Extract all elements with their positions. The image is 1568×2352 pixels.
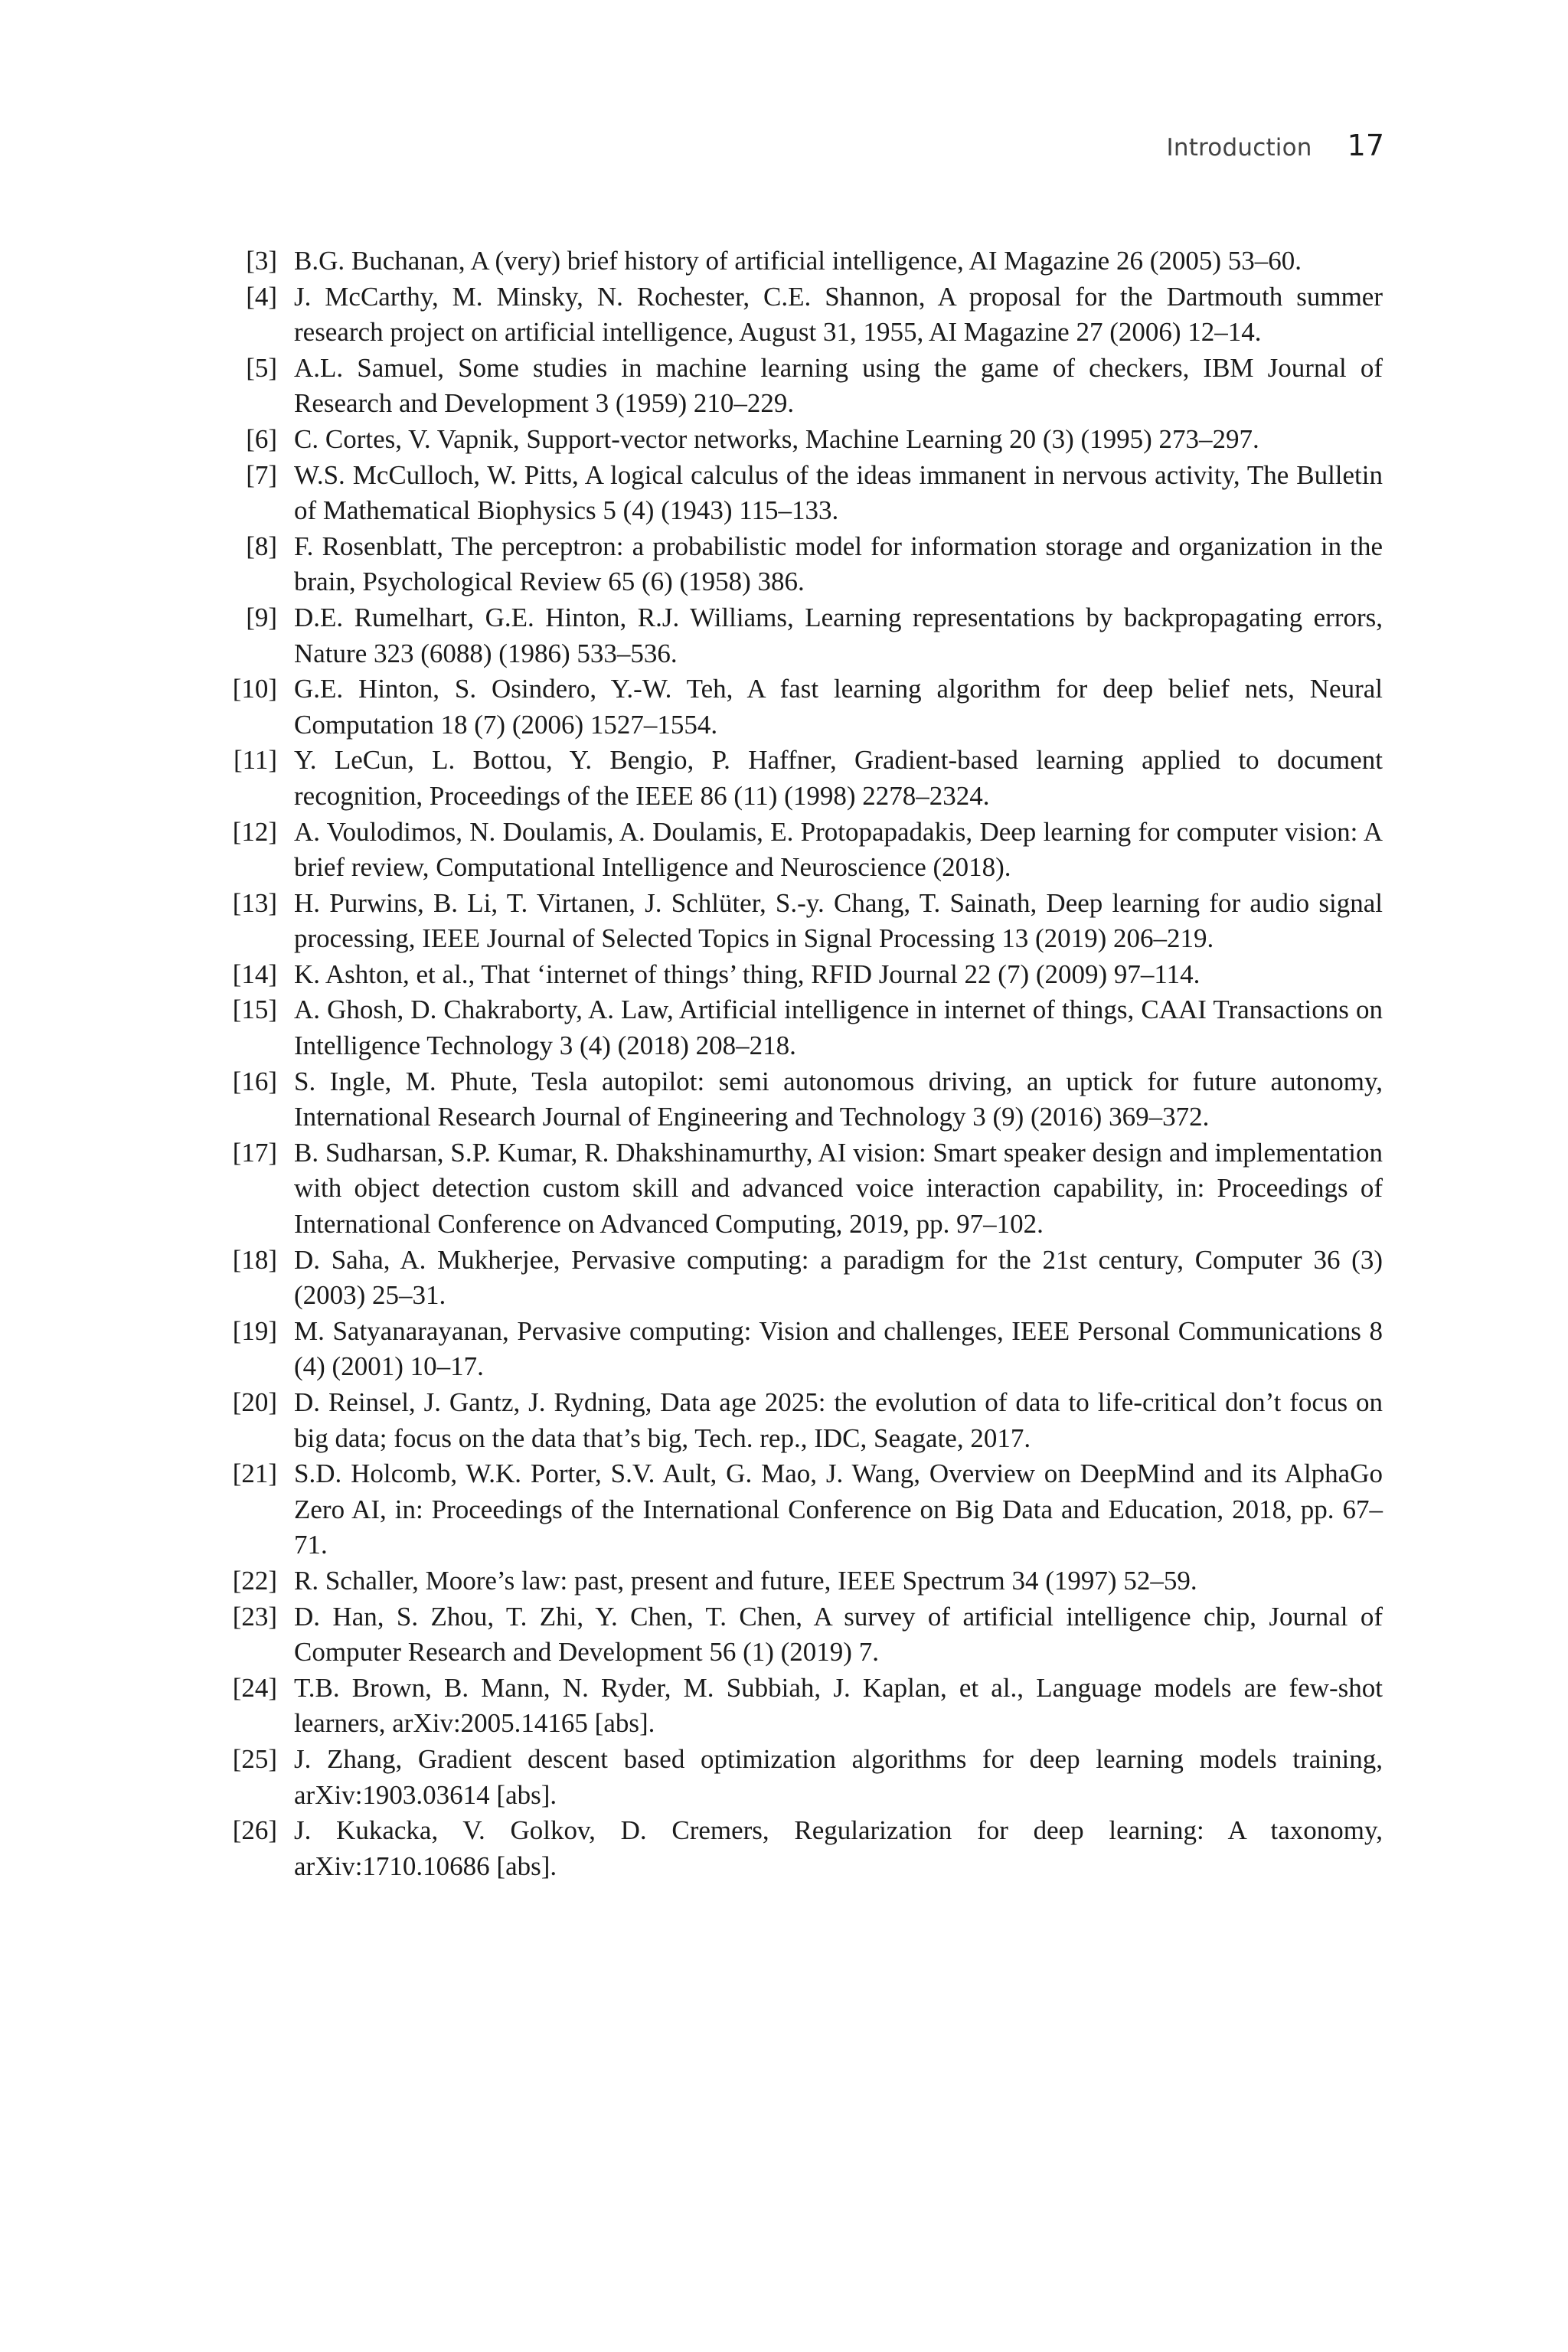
reference-number: [15] xyxy=(232,995,277,1025)
reference-number: [12] xyxy=(232,816,277,847)
reference-text: D. Han, S. Zhou, T. Zhi, Y. Chen, T. Chen, A survey of artificial intelligence chip, Journal of Computer Research and Development 56 (1) (2019) 7. xyxy=(294,1601,1383,1668)
reference-number: [25] xyxy=(232,1743,277,1774)
reference-text: T.B. Brown, B. Mann, N. Ryder, M. Subbiah, J. Kaplan, et al., Language models are few-shot learners, arXiv:2005.14165 [abs]. xyxy=(294,1672,1383,1739)
reference-item xyxy=(214,957,1383,993)
reference-number: [17] xyxy=(232,1137,277,1168)
reference-item xyxy=(214,992,1383,1063)
reference-text: J. McCarthy, M. Minsky, N. Rochester, C.E. Shannon, A proposal for the Dartmouth summer research project on artificial intelligence, August 31, 1955, AI Magazine 27 (2006) 12–14. xyxy=(294,281,1383,348)
reference-text: C. Cortes, V. Vapnik, Support-vector networks, Machine Learning 20 (3) (1995) 273–297. xyxy=(294,423,1259,454)
reference-item xyxy=(214,279,1383,351)
reference-number: [4] xyxy=(246,281,277,312)
reference-text: D. Reinsel, J. Gantz, J. Rydning, Data age 2025: the evolution of data to life-critical don’t focus on big data; focus on the data that’s big, Tech. rep., IDC, Seagate, 2017. xyxy=(294,1387,1383,1453)
reference-item xyxy=(214,243,1383,279)
reference-item xyxy=(214,1314,1383,1385)
reference-number: [18] xyxy=(232,1244,277,1275)
reference-text: S. Ingle, M. Phute, Tesla autopilot: semi autonomous driving, an uptick for future autonomy, International Research Journal of Engineering and Technology 3 (9) (2016) 369–372. xyxy=(294,1066,1383,1132)
reference-text: S.D. Holcomb, W.K. Porter, S.V. Ault, G. Mao, J. Wang, Overview on DeepMind and its AlphaGo Zero AI, in: Proceedings of the International Conference on Big Data and Education, 2018, pp. 67–71. xyxy=(294,1459,1383,1560)
reference-item xyxy=(214,1135,1383,1243)
reference-text: K. Ashton, et al., That ‘internet of things’ thing, RFID Journal 22 (7) (2009) 97–114. xyxy=(294,959,1200,989)
reference-text: A. Ghosh, D. Chakraborty, A. Law, Artificial intelligence in internet of things, CAAI Transactions on Intelligence Technology 3 (4) (2018) 208–218. xyxy=(294,995,1383,1061)
reference-text: F. Rosenblatt, The perceptron: a probabilistic model for information storage and organization in the brain, Psychological Review 65 (6) (1958) 386. xyxy=(294,531,1383,597)
reference-item xyxy=(214,351,1383,422)
reference-text: J. Kukacka, V. Golkov, D. Cremers, Regularization for deep learning: A taxonomy, arXiv:1710.10686 [abs]. xyxy=(294,1815,1383,1881)
reference-number: [23] xyxy=(232,1601,277,1632)
page-number: 17 xyxy=(1347,129,1384,162)
reference-item xyxy=(214,422,1383,458)
reference-number: [16] xyxy=(232,1066,277,1096)
reference-item xyxy=(214,1599,1383,1671)
reference-number: [24] xyxy=(232,1672,277,1703)
reference-item xyxy=(214,1813,1383,1884)
reference-text: W.S. McCulloch, W. Pitts, A logical calculus of the ideas immanent in nervous activity, The Bulletin of Mathematical Biophysics 5 (4) (1943) 115–133. xyxy=(294,459,1383,526)
reference-number: [26] xyxy=(232,1815,277,1846)
reference-number: [6] xyxy=(246,423,277,454)
reference-text: Y. LeCun, L. Bottou, Y. Bengio, P. Haffner, Gradient-based learning applied to document recognition, Proceedings of the IEEE 86 (11) (1998) 2278–2324. xyxy=(294,745,1383,811)
reference-item xyxy=(214,1064,1383,1135)
reference-text: H. Purwins, B. Li, T. Virtanen, J. Schlüter, S.-y. Chang, T. Sainath, Deep learning for audio signal processing, IEEE Journal of Selected Topics in Signal Processing 13 (2019) 206–219. xyxy=(294,887,1383,954)
reference-text: B. Sudharsan, S.P. Kumar, R. Dhakshinamurthy, AI vision: Smart speaker design and implementation with object detection custom skill and advanced voice interaction capability, in: Proceedings of International Conference on Advanced Computing, 2019, pp. 97–102. xyxy=(294,1137,1383,1240)
reference-text: G.E. Hinton, S. Osindero, Y.-W. Teh, A fast learning algorithm for deep belief nets, Neural Computation 18 (7) (2006) 1527–1554. xyxy=(294,674,1383,740)
reference-number: [14] xyxy=(232,959,277,989)
reference-number: [11] xyxy=(233,745,277,776)
reference-item xyxy=(214,1671,1383,1742)
reference-item xyxy=(214,671,1383,743)
reference-number: [5] xyxy=(246,352,277,383)
reference-text: D. Saha, A. Mukherjee, Pervasive computing: a paradigm for the 21st century, Computer 36 (3) (2003) 25–31. xyxy=(294,1244,1383,1311)
reference-text: D.E. Rumelhart, G.E. Hinton, R.J. Williams, Learning representations by backpropagating errors, Nature 323 (6088) (1986) 533–536. xyxy=(294,602,1383,668)
reference-item xyxy=(214,600,1383,671)
reference-number: [19] xyxy=(232,1315,277,1346)
reference-number: [9] xyxy=(246,602,277,632)
reference-number: [8] xyxy=(246,531,277,561)
reference-text: A.L. Samuel, Some studies in machine learning using the game of checkers, IBM Journal of Research and Development 3 (1959) 210–229. xyxy=(294,352,1383,419)
reference-text: R. Schaller, Moore’s law: past, present and future, IEEE Spectrum 34 (1997) 52–59. xyxy=(294,1565,1197,1596)
section-title: Introduction xyxy=(1166,134,1312,162)
reference-number: [10] xyxy=(232,674,277,704)
reference-number: [13] xyxy=(232,887,277,918)
reference-text: J. Zhang, Gradient descent based optimization algorithms for deep learning models training, arXiv:1903.03614 [abs]. xyxy=(294,1743,1383,1810)
reference-item xyxy=(214,529,1383,600)
reference-number: [22] xyxy=(232,1565,277,1596)
running-head xyxy=(1167,129,1385,162)
reference-item xyxy=(214,886,1383,957)
reference-number: [20] xyxy=(232,1387,277,1417)
reference-item xyxy=(214,1742,1383,1813)
reference-item xyxy=(214,458,1383,529)
reference-number: [3] xyxy=(246,246,277,276)
reference-item xyxy=(214,815,1383,886)
reference-text: B.G. Buchanan, A (very) brief history of artificial intelligence, AI Magazine 26 (2005) 53–60. xyxy=(294,246,1302,276)
reference-item xyxy=(214,1456,1383,1563)
reference-item xyxy=(214,1385,1383,1456)
reference-item xyxy=(214,1243,1383,1314)
reference-number: [21] xyxy=(232,1459,277,1489)
reference-text: M. Satyanarayanan, Pervasive computing: Vision and challenges, IEEE Personal Communications 8 (4) (2001) 10–17. xyxy=(294,1315,1383,1382)
reference-list xyxy=(214,243,1383,1884)
reference-item xyxy=(214,1563,1383,1599)
reference-number: [7] xyxy=(246,459,277,490)
reference-item xyxy=(214,743,1383,814)
reference-text: A. Voulodimos, N. Doulamis, A. Doulamis, E. Protopapadakis, Deep learning for computer vision: A brief review, Computational Intelligence and Neuroscience (2018). xyxy=(294,816,1383,883)
